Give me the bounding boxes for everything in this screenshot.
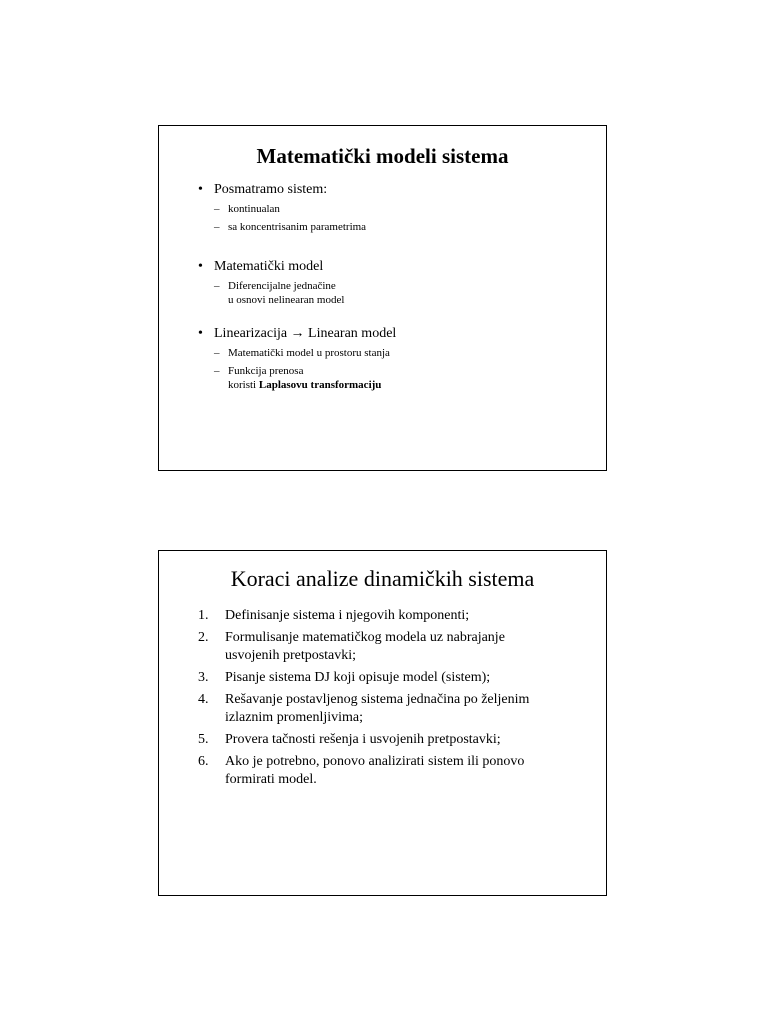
step-text: Pisanje sistema DJ koji opisuje model (sistem); (225, 670, 491, 685)
sub-text: kontinualan (228, 203, 280, 215)
step-number: 3. (198, 670, 209, 685)
step-item (198, 629, 558, 665)
sub-dash: – (214, 280, 220, 292)
step-item (198, 691, 558, 727)
bullet-item (198, 325, 598, 343)
step-item (198, 731, 558, 749)
step-number: 2. (198, 630, 209, 645)
sub-text-continuation: koristi (228, 379, 257, 391)
step-number: 1. (198, 608, 209, 623)
sub-text-bold: Laplasovu transformaciju (258, 379, 382, 391)
step-text: Rešavanje postavljenog sistema jednačina po željenim izlaznim promenljivima; (225, 692, 530, 725)
sub-dash: – (214, 221, 220, 233)
sub-text: Funkcija prenosa (228, 365, 304, 377)
step-number: 6. (198, 754, 209, 769)
sub-item (214, 220, 598, 234)
bullet-item (198, 181, 598, 199)
sub-text-continuation: u osnovi nelinearan model (228, 294, 345, 306)
step-text: Definisanje sistema i njegovih komponenti; (225, 608, 470, 623)
slide-mathematical-models (158, 125, 607, 471)
step-text: Provera tačnosti rešenja i usvojenih pretpostavki; (225, 732, 501, 747)
sub-list (214, 279, 598, 307)
step-item (198, 669, 558, 687)
bullet-text: Posmatramo sistem: (214, 182, 328, 197)
bullet-text: Matematički model (214, 259, 324, 274)
sub-item (214, 202, 598, 216)
bullet-text: Linearizacija → Linearan model (214, 326, 397, 341)
bullet-mark: • (198, 182, 203, 197)
bullet-mark: • (198, 326, 203, 341)
bullet-list (198, 181, 598, 396)
step-text: Ako je potrebno, ponovo analizirati sistem ili ponovo formirati model. (225, 754, 525, 787)
bullet-item (198, 258, 598, 276)
slide-title: Matematički modeli sistema (256, 144, 509, 168)
sub-item (214, 364, 598, 392)
slide-title: Koraci analize dinamičkih sistema (230, 566, 535, 591)
step-item (198, 607, 558, 625)
step-number: 4. (198, 692, 209, 707)
sub-item (214, 346, 598, 360)
sub-dash: – (214, 347, 220, 359)
sub-item (214, 279, 598, 307)
slide-analysis-steps (158, 550, 607, 896)
step-text: Formulisanje matematičkog modela uz nabrajanje usvojenih pretpostavki; (225, 630, 505, 663)
step-item (198, 753, 558, 789)
sub-text: sa koncentrisanim parametrima (228, 221, 367, 233)
sub-dash: – (214, 203, 220, 215)
step-number: 5. (198, 732, 209, 747)
sub-list (214, 202, 598, 234)
sub-list (214, 346, 598, 392)
steps-list (198, 607, 558, 793)
sub-text: Matematički model u prostoru stanja (228, 347, 390, 359)
bullet-mark: • (198, 259, 203, 274)
sub-dash: – (214, 365, 220, 377)
sub-text: Diferencijalne jednačine (228, 280, 336, 292)
